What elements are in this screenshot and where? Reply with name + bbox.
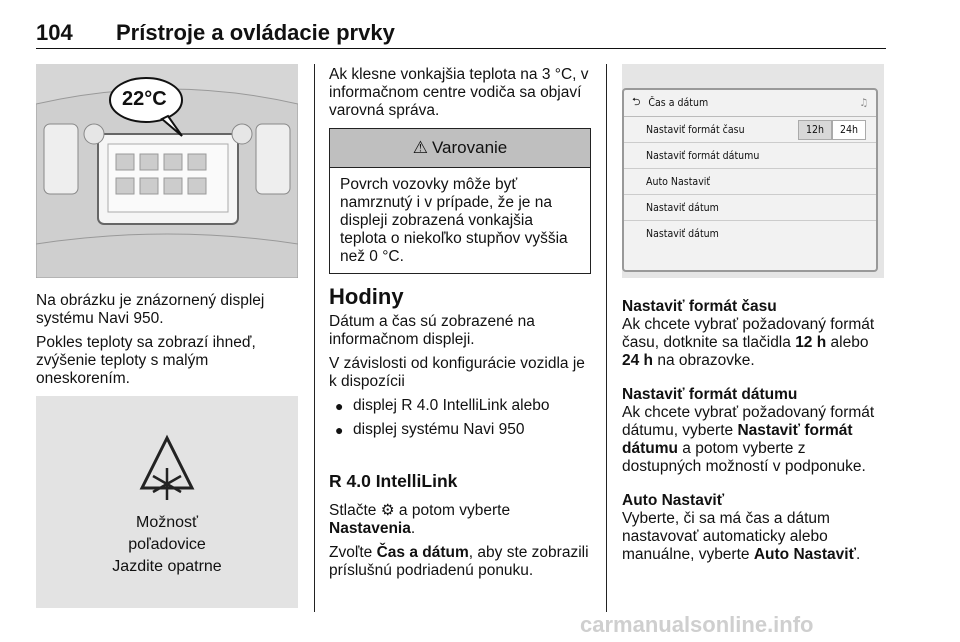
paragraph: Vyberte, či sa má čas a dátum nastavovať automaticky alebo manuálne, vyberte Auto Nastaviť. (622, 510, 861, 563)
r40-text (329, 502, 595, 586)
ice-warning-figure (36, 396, 298, 608)
warning-screen-text (36, 512, 298, 578)
display-temperature: 22°C (122, 88, 167, 110)
warning-box (329, 128, 591, 274)
warning-header (330, 129, 590, 168)
clock-text (329, 313, 595, 445)
12h-option[interactable]: 12h (798, 120, 832, 140)
24h-option[interactable]: 24h (832, 120, 866, 140)
menu-item[interactable]: Nastaviť dátum (646, 227, 719, 240)
subsection-heading: R 4.0 IntelliLink (329, 471, 458, 491)
item-heading: Nastaviť formát dátumu (622, 386, 798, 403)
watermark: carmanualsonline.info (580, 612, 814, 637)
bullet-item: ● displej systému Navi 950 (335, 421, 525, 438)
intro-text: Ak klesne vonkajšia teplota na 3 °C, v informačnom centre vodiča sa objaví varovná správa. (329, 66, 589, 119)
page-number: 104 (36, 20, 73, 45)
page-header (36, 20, 886, 49)
time-format-toggle[interactable] (798, 120, 866, 140)
paragraph: Zvoľte Čas a dátum, aby ste zobrazili príslušnú podriadenú ponuku. (329, 544, 589, 579)
menu-title: Čas a dátum (648, 97, 709, 109)
item-heading: Nastaviť formát času (622, 298, 777, 315)
warning-body: Povrch vozovky môže byť namrznutý i v prípade, že je na displeji zobrazená vonkajšia teplota o niekoľko stupňov vyššia než 0 °C. (340, 176, 568, 265)
menu-item[interactable]: Nastaviť formát času 12h 24h (624, 117, 876, 143)
bullet-item: ● displej R 4.0 IntelliLink alebo (335, 397, 550, 414)
warning-triangle-icon: ⚠ (412, 138, 428, 157)
warning-title: Varovanie (431, 138, 508, 157)
dashboard-figure (36, 64, 298, 278)
paragraph: V závislosti od konfigurácie vozidla je k dispozícii (329, 355, 585, 390)
column-divider (314, 64, 315, 612)
back-arrow-icon[interactable]: ⮌ (632, 96, 641, 108)
menu-item[interactable]: Nastaviť dátum (624, 195, 876, 221)
paragraph: Na obrázku je znázornený displej systému Navi 950. (36, 292, 265, 327)
warning-screen-line: Možnosť (135, 514, 199, 531)
col3-text (622, 298, 886, 570)
warning-screen-line: poľadovice (128, 536, 206, 553)
menu-item[interactable]: Auto Nastaviť (624, 169, 876, 195)
dashboard-illustration (36, 64, 298, 278)
paragraph: Pokles teploty sa zobrazí ihneď, zvýšenie teploty s malým oneskorením. (36, 334, 256, 387)
audio-icon[interactable]: ♫ (859, 97, 868, 109)
menu-item[interactable]: Nastaviť formát dátumu (624, 143, 876, 169)
settings-gear-icon: ⚙ (380, 502, 395, 519)
paragraph: Ak chcete vybrať požadovaný formát času, dotknite sa tlačidla 12 h alebo 24 h na obrazovke. (622, 316, 875, 369)
paragraph: Ak chcete vybrať požadovaný formát dátumu, vyberte Nastaviť formát dátumu a potom vyberte z dostupných možností v podponuke. (622, 404, 875, 475)
column-divider (606, 64, 607, 612)
col1-text (36, 292, 298, 394)
warning-screen-line: Jazdite opatrne (112, 558, 222, 575)
section-heading: Hodiny (329, 284, 404, 309)
item-heading: Auto Nastaviť (622, 492, 725, 509)
menu-header (624, 90, 876, 117)
time-date-menu (622, 88, 878, 272)
paragraph: Stlačte ⚙ a potom vyberte Nastavenia. (329, 502, 511, 537)
page-title: Prístroje a ovládacie prvky (116, 20, 395, 45)
paragraph: Dátum a čas sú zobrazené na informačnom displeji. (329, 313, 535, 348)
